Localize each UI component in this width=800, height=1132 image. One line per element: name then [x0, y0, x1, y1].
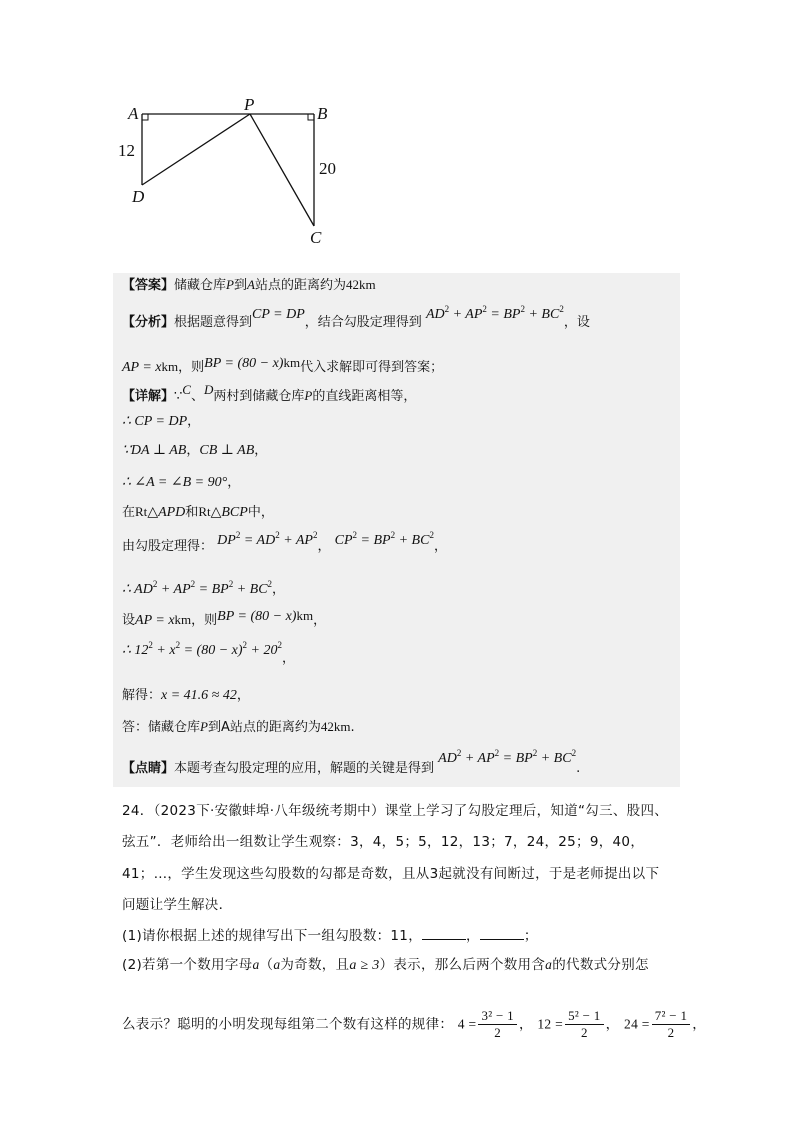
label-ad-length: 12: [118, 141, 135, 160]
answer-line: 【答案】储藏仓库P到A站点的距离约为42km: [122, 277, 376, 293]
detail-line-7: ∴ $AD^2 + AP^2 = BP^2 + BC^2$，: [122, 579, 286, 597]
question-line-4: 问题让学生解决．: [122, 897, 233, 913]
answer-blank-2[interactable]: [480, 927, 524, 940]
geometry-figure: [110, 92, 370, 252]
label-b: B: [317, 104, 328, 123]
detail-line-6: 由勾股定理得： $DP^2 = AD^2 + AP^2$， $CP^2 = BP^2 + BC^2$，: [122, 530, 447, 554]
detail-line-1: 【详解】∵C、D两村到储藏仓库P的直线距离相等，: [122, 382, 417, 404]
analysis-line: 【分析】根据题意得到CP = DP，结合勾股定理得到 $AD^2 + AP^2 = BP^2 + BC^2$，设: [122, 304, 590, 330]
answer-blank-1[interactable]: [422, 927, 466, 940]
comment-line: 【点睛】本题考查勾股定理的应用，解题的关键是得到 $AD^2 + AP^2 = BP^2 + BC^2$.: [122, 748, 581, 776]
subquestion-1: (1)请你根据上述的规律写出下一组勾股数：11， ， ；: [122, 928, 538, 944]
right-angle-a: [142, 114, 148, 120]
question-line-6: 么表示？聪明的小明发现每组第二个数有这样的规律： 4 = $\frac{\text{3² − 1}}{2}$ ， 12 = $\frac{\text{5² − 1}}{2}$ ， 24 = $\frac{\text{7² − 1}}{2}$ ，: [122, 1008, 707, 1040]
analysis-line-2: AP = xkm，则BP = (80 − x)km代入求解即可得到答案；: [122, 355, 444, 375]
detail-line-9: ∴ $12^2 + x^2 = (80 - x)^2 + 20^2$，: [122, 640, 295, 666]
right-angle-b: [308, 114, 314, 120]
label-a: A: [128, 104, 139, 123]
detail-line-2: ∴ CP = DP，: [122, 414, 201, 429]
question-line-1: 24．（2023下·安徽蚌埠·八年级统考期中）课堂上学习了勾股定理后，知道“勾三、股四、: [122, 803, 669, 819]
detail-line-5: 在Rt△APD和Rt△BCP中，: [122, 504, 274, 520]
subquestion-2: (2)若第一个数用字母a（a为奇数，且a ≥ 3）表示，那么后两个数用含a的代数式分别怎: [122, 957, 649, 973]
detail-line-8: 设AP = xkm，则BP = (80 − x)km，: [122, 608, 327, 628]
question-line-2: 弦五”．老师给出一组数让学生观察：3，4，5；5，12，13；7，24，25；9，40，: [122, 834, 645, 850]
label-c: C: [310, 228, 322, 247]
detail-line-10: 解得：x = 41.6 ≈ 42，: [122, 688, 250, 703]
label-d: D: [132, 187, 145, 206]
segment-pc: [250, 114, 314, 226]
detail-line-4: ∴ ∠A = ∠B = 90°，: [122, 475, 241, 490]
label-bc-length: 20: [319, 159, 336, 178]
segment-pd: [142, 114, 250, 185]
question-line-3: 41；…，学生发现这些勾股数的勾都是奇数，且从3起就没有间断过，于是老师提出以下: [122, 866, 660, 882]
solution-box: [113, 273, 680, 787]
detail-line-3: ∵DA ⊥ AB，CB ⊥ AB，: [122, 443, 268, 458]
detail-line-11: 答：储藏仓库P到A站点的距离约为42km.: [122, 719, 355, 735]
label-p: P: [244, 95, 255, 114]
